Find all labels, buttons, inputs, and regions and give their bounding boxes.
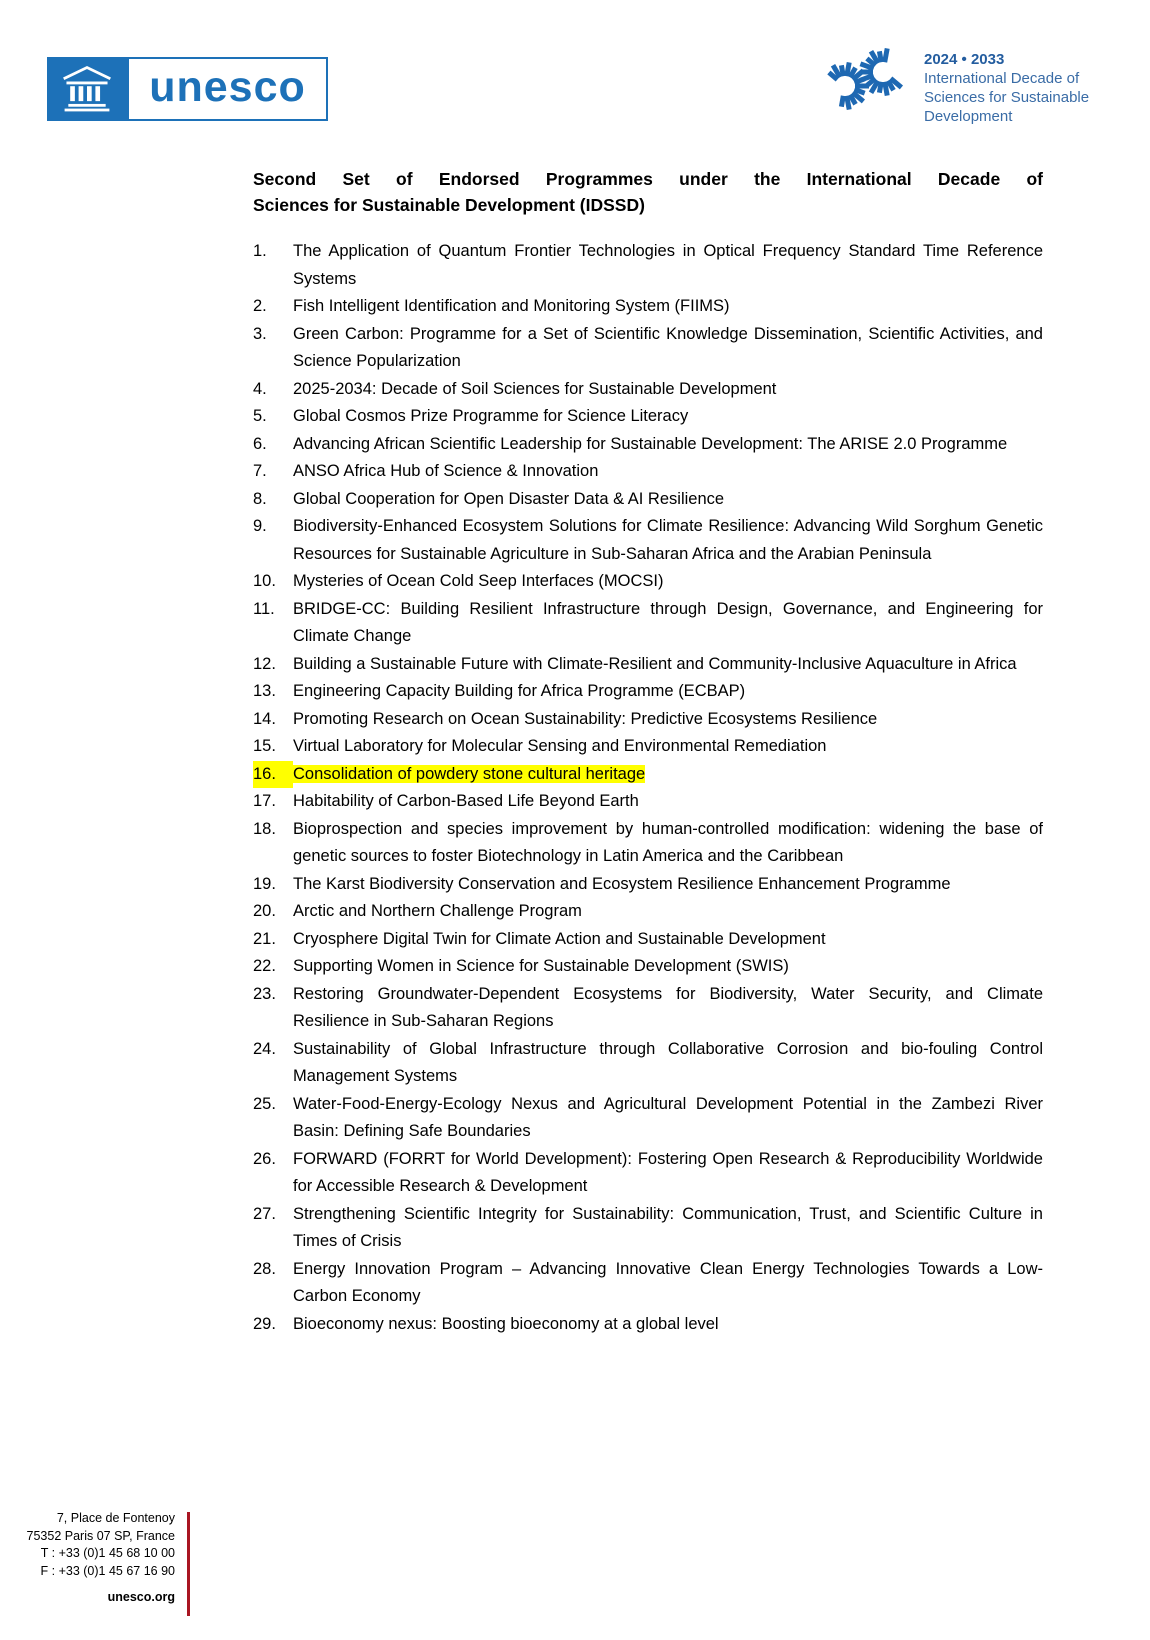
item-number: 23. xyxy=(253,984,276,1003)
item-number: 9. xyxy=(253,517,267,535)
item-text: Water-Food-Energy-Ecology Nexus and Agricultural Development Potential in the Zambezi River Basin: Defining Safe Boundaries xyxy=(293,1094,1043,1140)
item-text: Bioprospection and species improvement by human-controlled modification: widening the base of genetic sources to foster Biotechnology in Latin America and the Caribbean xyxy=(293,819,1043,865)
idssd-line-1: International Decade of xyxy=(924,70,1080,87)
list-item xyxy=(253,376,1043,404)
item-number: 27. xyxy=(253,1204,276,1223)
item-number: 18. xyxy=(253,819,276,838)
list-item xyxy=(253,898,1043,926)
list-item xyxy=(253,1311,1043,1339)
item-number: 14. xyxy=(253,709,276,728)
item-text: Advancing African Scientific Leadership for Sustainable Development: The ARISE 2.0 Programme xyxy=(293,434,1008,453)
item-number: 11. xyxy=(253,599,275,618)
item-text: Fish Intelligent Identification and Monitoring System (FIIMS) xyxy=(293,297,730,315)
item-number: 10. xyxy=(253,572,276,590)
footer-address-line-1: 7, Place de Fontenoy xyxy=(56,1511,175,1525)
idssd-line-2: Sciences for Sustainable xyxy=(924,89,1090,106)
item-text: The Karst Biodiversity Conservation and Ecosystem Resilience Enhancement Programme xyxy=(293,874,951,893)
item-number: 15. xyxy=(253,737,276,755)
item-text: FORWARD (FORRT for World Development): Fostering Open Research & Reproducibility Worldwide for Accessible Research & Development xyxy=(293,1149,1043,1195)
list-item xyxy=(253,513,1043,568)
item-number: 19. xyxy=(253,874,276,893)
item-number: 17. xyxy=(253,792,276,810)
footer-address-block xyxy=(20,1510,175,1607)
item-number: 26. xyxy=(253,1149,276,1168)
item-text: Green Carbon: Programme for a Set of Scientific Knowledge Dissemination, Scientific Activities, and Science Popularization xyxy=(293,324,1043,370)
list-item xyxy=(253,981,1043,1036)
list-item xyxy=(253,706,1043,734)
item-number: 12. xyxy=(253,654,276,673)
list-item xyxy=(253,788,1043,816)
item-number: 25. xyxy=(253,1094,276,1113)
footer-phone: T : +33 (0)1 45 68 10 00 xyxy=(40,1546,175,1560)
list-item xyxy=(253,403,1043,431)
list-item xyxy=(253,678,1043,706)
unesco-temple-icon xyxy=(47,57,127,121)
list-item xyxy=(253,953,1043,981)
item-number: 4. xyxy=(253,379,267,398)
unesco-wordmark: unesco xyxy=(149,62,306,111)
list-item xyxy=(253,293,1043,321)
idssd-line-3: Development xyxy=(924,108,1013,125)
item-text: ANSO Africa Hub of Science & Innovation xyxy=(293,462,599,480)
idssd-logo-icon xyxy=(812,40,916,127)
unesco-logo xyxy=(47,57,328,121)
item-text: Promoting Research on Ocean Sustainability: Predictive Ecosystems Resilience xyxy=(293,709,878,728)
item-text: Habitability of Carbon-Based Life Beyond Earth xyxy=(293,792,639,810)
item-number: 22. xyxy=(253,957,276,975)
item-number: 7. xyxy=(253,462,267,480)
list-item xyxy=(253,486,1043,514)
list-item xyxy=(253,926,1043,954)
list-item xyxy=(253,238,1043,293)
list-item xyxy=(253,431,1043,459)
item-text: Bioeconomy nexus: Boosting bioeconomy at a global level xyxy=(293,1314,719,1333)
item-number: 24. xyxy=(253,1039,276,1058)
item-number: 16. xyxy=(253,761,293,789)
item-text: Global Cooperation for Open Disaster Data & AI Resilience xyxy=(293,489,725,508)
item-text: Restoring Groundwater-Dependent Ecosystems for Biodiversity, Water Security, and Climate Resilience in Sub-Saharan Regions xyxy=(293,984,1043,1030)
item-text: Strengthening Scientific Integrity for Sustainability: Communication, Trust, and Scientific Culture in Times of Crisis xyxy=(293,1204,1043,1250)
list-item xyxy=(253,816,1043,871)
item-text: Mysteries of Ocean Cold Seep Interfaces (MOCSI) xyxy=(293,572,664,590)
item-text: Sustainability of Global Infrastructure through Collaborative Corrosion and bio-fouling Control Management Systems xyxy=(293,1039,1043,1085)
item-number: 29. xyxy=(253,1314,276,1333)
footer-fax: F : +33 (0)1 45 67 16 90 xyxy=(40,1563,175,1578)
page-title-line-1: Second Set of Endorsed Programmes under the International Decade of xyxy=(253,169,1043,189)
list-item xyxy=(253,651,1043,679)
footer-website: unesco.org xyxy=(107,1590,175,1604)
list-item xyxy=(253,1256,1043,1311)
list-item xyxy=(253,321,1043,376)
item-number: 2. xyxy=(253,297,267,315)
item-text: Building a Sustainable Future with Climate-Resilient and Community-Inclusive Aquaculture in Africa xyxy=(293,654,1017,673)
list-item xyxy=(253,1146,1043,1201)
item-text: Consolidation of powdery stone cultural heritage xyxy=(293,764,646,783)
list-item xyxy=(253,1201,1043,1256)
unesco-wordmark-box xyxy=(127,57,328,121)
item-number: 13. xyxy=(253,682,276,700)
list-item xyxy=(253,733,1043,761)
item-text: Biodiversity-Enhanced Ecosystem Solutions for Climate Resilience: Advancing Wild Sorghum Genetic Resources for Sustainable Agriculture in Sub-Saharan Africa and the Arabian Peninsula xyxy=(293,517,1043,563)
main-content xyxy=(253,166,1043,1338)
item-text: Engineering Capacity Building for Africa Programme (ECBAP) xyxy=(293,682,746,700)
list-item xyxy=(253,871,1043,899)
item-text: The Application of Quantum Frontier Technologies in Optical Frequency Standard Time Reference Systems xyxy=(293,242,1043,288)
item-text: Global Cosmos Prize Programme for Science Literacy xyxy=(293,407,689,425)
list-item xyxy=(253,596,1043,651)
item-number: 8. xyxy=(253,489,267,508)
page-title-line-2: Sciences for Sustainable Development (IDSSD) xyxy=(253,195,645,215)
item-number: 6. xyxy=(253,434,267,453)
item-number: 1. xyxy=(253,242,267,260)
idssd-logo-text xyxy=(924,40,1089,126)
list-item xyxy=(253,1036,1043,1091)
item-text: BRIDGE-CC: Building Resilient Infrastructure through Design, Governance, and Engineering for Climate Change xyxy=(293,599,1043,645)
list-item xyxy=(253,568,1043,596)
item-number: 20. xyxy=(253,902,276,920)
footer-address-line-2: 75352 Paris 07 SP, France xyxy=(26,1528,175,1543)
list-item xyxy=(253,761,1043,789)
programme-list xyxy=(253,238,1043,1338)
item-text: Supporting Women in Science for Sustainable Development (SWIS) xyxy=(293,957,789,975)
list-item xyxy=(253,458,1043,486)
item-number: 5. xyxy=(253,407,267,425)
item-number: 28. xyxy=(253,1259,276,1278)
footer-red-rule xyxy=(187,1512,190,1616)
page-title xyxy=(253,166,1043,218)
item-text: Cryosphere Digital Twin for Climate Action and Sustainable Development xyxy=(293,929,826,948)
idssd-years: 2024 • 2033 xyxy=(924,51,1005,68)
item-text: Virtual Laboratory for Molecular Sensing and Environmental Remediation xyxy=(293,737,827,755)
item-number: 21. xyxy=(253,929,276,948)
item-text: Arctic and Northern Challenge Program xyxy=(293,902,582,920)
idssd-logo xyxy=(812,40,1089,127)
item-number: 3. xyxy=(253,324,267,343)
item-text: 2025-2034: Decade of Soil Sciences for Sustainable Development xyxy=(293,379,777,398)
item-text: Energy Innovation Program – Advancing Innovative Clean Energy Technologies Towards a Low-Carbon Economy xyxy=(293,1259,1043,1305)
list-item xyxy=(253,1091,1043,1146)
